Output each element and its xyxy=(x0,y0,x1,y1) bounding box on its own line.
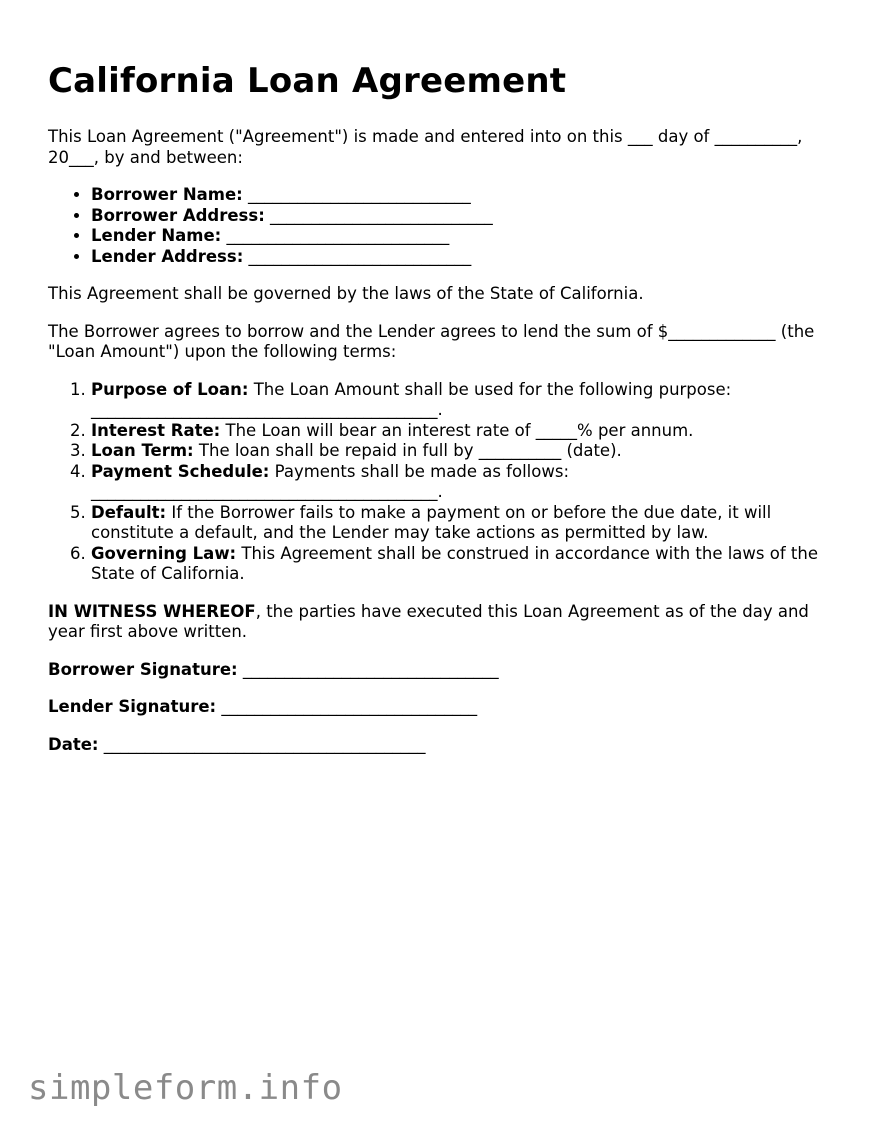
term-label: Default: xyxy=(91,502,167,522)
party-item-borrower-address xyxy=(91,206,828,227)
party-label: Borrower Name: xyxy=(91,185,243,204)
term-label: Payment Schedule: xyxy=(91,461,270,481)
intro-paragraph: This Loan Agreement ("Agreement") is made and entered into on this ___ day of __________, 20___, by and between: xyxy=(48,127,803,167)
terms-list xyxy=(48,380,828,585)
term-item-default xyxy=(91,503,828,544)
term-item-payment-schedule xyxy=(91,462,828,503)
borrower-signature-line xyxy=(48,660,828,681)
document-title: California Loan Agreement xyxy=(48,61,567,101)
signature-blank: _______________________________ xyxy=(216,697,478,716)
term-label: Interest Rate: xyxy=(91,420,221,440)
term-item-purpose xyxy=(91,380,828,421)
party-item-borrower-name xyxy=(91,185,828,206)
lender-signature-line xyxy=(48,697,828,718)
signature-blank: _______________________________ xyxy=(237,659,499,679)
term-text: The Loan Amount shall be used for the following purpose: __________________________________________. xyxy=(91,379,732,419)
party-label: Lender Name: xyxy=(91,226,222,245)
signature-label: Lender Signature: xyxy=(48,697,217,716)
party-blank: ___________________________ xyxy=(243,246,472,266)
parties-list xyxy=(48,185,828,267)
witness-label: IN WITNESS WHEREOF xyxy=(48,601,256,621)
date-signature-line xyxy=(48,735,828,756)
term-label: Loan Term: xyxy=(91,441,194,460)
party-blank: ___________________________ xyxy=(264,205,493,225)
term-item-loan-term xyxy=(91,441,828,462)
term-text: Payments shall be made as follows: __________________________________________. xyxy=(91,461,570,501)
term-text: The Loan will bear an interest rate of _____% per annum. xyxy=(220,420,694,440)
term-item-interest-rate xyxy=(91,421,828,442)
signature-label: Borrower Signature: xyxy=(48,659,238,679)
signature-blank: _______________________________________ xyxy=(98,734,426,754)
term-text: The loan shall be repaid in full by __________ (date). xyxy=(193,441,622,460)
party-label: Borrower Address: xyxy=(91,205,265,225)
term-label: Purpose of Loan: xyxy=(91,379,249,399)
party-blank: ___________________________ xyxy=(221,226,450,245)
term-text: If the Borrower fails to make a payment on or before the due date, it will constitute a default, and the Lender may take actions as permitted by law. xyxy=(91,502,772,542)
party-blank: ___________________________ xyxy=(242,185,471,204)
witness-text: , the parties have executed this Loan Agreement as of the day and year first above written. xyxy=(48,601,809,641)
party-label: Lender Address: xyxy=(91,246,244,266)
signature-label: Date: xyxy=(48,734,99,754)
term-text: This Agreement shall be construed in accordance with the laws of the State of California. xyxy=(91,543,818,583)
document-page xyxy=(48,58,828,772)
term-label: Governing Law: xyxy=(91,543,237,563)
witness-paragraph xyxy=(48,602,828,643)
party-item-lender-name xyxy=(91,226,828,247)
party-item-lender-address xyxy=(91,247,828,268)
term-item-governing-law xyxy=(91,544,828,585)
governing-statement: This Agreement shall be governed by the laws of the State of California. xyxy=(48,284,644,303)
loan-amount-statement: The Borrower agrees to borrow and the Lender agrees to lend the sum of $_____________ (the "Loan Amount") upon the following terms: xyxy=(48,321,815,361)
watermark: simpleform.info xyxy=(28,1068,343,1108)
